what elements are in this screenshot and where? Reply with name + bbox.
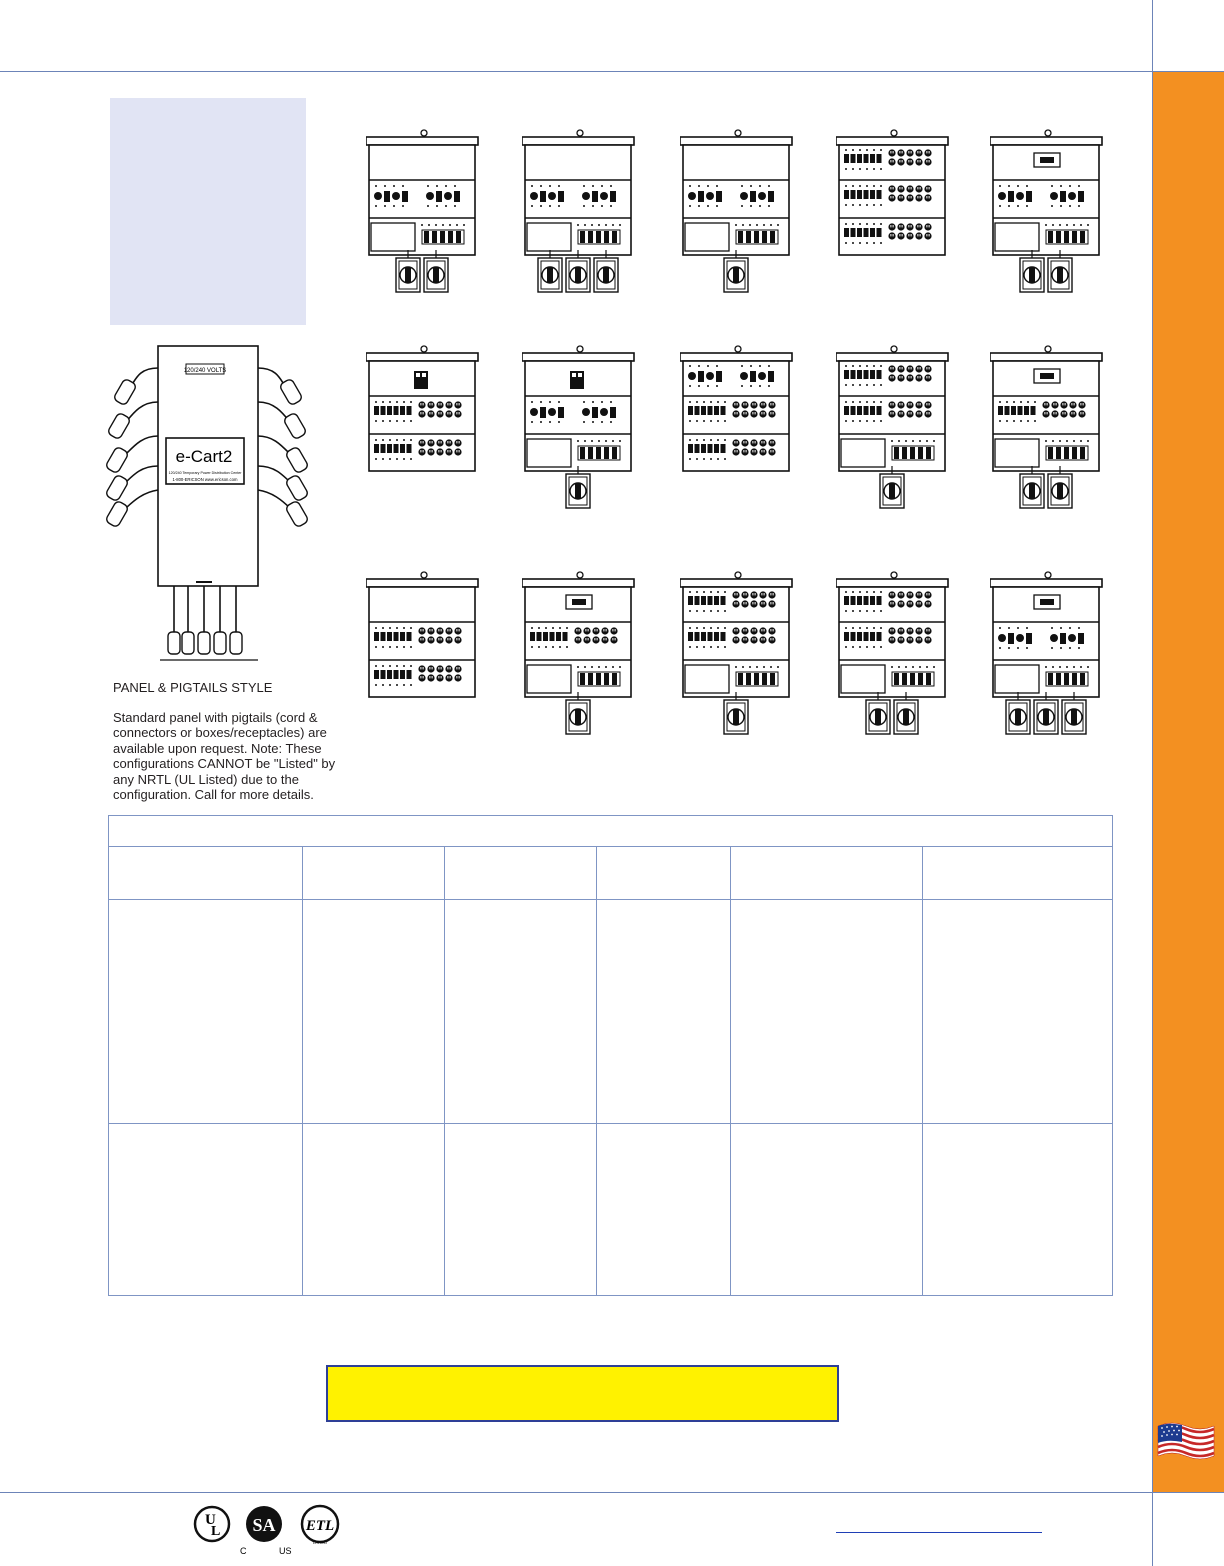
footer-rule [0,1492,1152,1493]
table-header-cell [303,847,445,900]
table-row [109,1123,1113,1295]
ecart-pigtail-drawing [100,342,320,667]
caption-title: PANEL & PIGTAILS STYLE [113,680,273,695]
panel-config-drawing [522,570,638,740]
csa-us-label: US [279,1546,292,1556]
table-cell [731,1123,923,1295]
table-cell [597,900,731,1123]
ecart-brand-label: e-Cart2 [175,447,233,466]
spec-table [108,815,1113,1296]
svg-text:U: U [205,1512,216,1528]
table-header-cell [731,847,923,900]
ul-listed-icon [195,1507,229,1541]
orange-sidebar [1153,72,1224,1492]
csa-certified-icon [240,1506,292,1556]
table-title-cell [109,816,1113,847]
csa-c-label: C [240,1546,247,1556]
table-header-cell [109,847,303,900]
caption-body: Standard panel with pigtails (cord & connectors or boxes/receptacles) are available upon request. Note: These configurations CANNOT be "Listed" by any NRTL (UL Listed) due to the configuration. Call for more details. [113,709,336,802]
svg-text:ETL: ETL [305,1518,335,1534]
panel-config-drawing [366,570,482,740]
table-cell [109,1123,303,1295]
certification-marks [192,1504,362,1560]
table-header-row [109,847,1113,900]
table-cell [303,900,445,1123]
voltage-label: 120/240 VOLTS [183,368,227,374]
panel-config-drawing [990,128,1106,298]
header-rule [0,71,1152,72]
table-row [109,900,1113,1123]
table-cell [445,1123,597,1295]
table-cell [923,1123,1113,1295]
panel-config-drawing [522,128,638,298]
info-box [110,98,306,325]
panel-config-drawing [366,128,482,298]
svg-text:SA: SA [252,1515,276,1535]
ecart-model-line: 1-800-ERICSON www.ericson.com [172,477,238,482]
panel-config-drawing [522,344,638,514]
table-cell [597,1123,731,1295]
panel-config-drawing [366,344,482,514]
sidebar-top-rule [1153,71,1224,72]
panel-config-drawing [836,128,952,298]
table-cell [303,1123,445,1295]
panel-config-drawing [836,344,952,514]
pigtails-caption [113,680,343,803]
table-header-cell [445,847,597,900]
sidebar-bottom-rule [1153,1492,1224,1493]
panel-config-drawing [836,570,952,740]
panel-config-drawing [990,344,1106,514]
table-cell [109,900,303,1123]
panel-config-drawing [680,344,796,514]
etl-listed-icon [302,1506,338,1545]
ecart-subtitle: 120/240 Temporary Power Distribution Center [168,471,242,475]
svg-text:L: L [211,1524,221,1539]
panel-config-drawing [990,570,1106,740]
panel-config-drawing [680,128,796,298]
etl-listed-label: LISTED [312,1540,328,1545]
table-cell [923,900,1113,1123]
table-title-row [109,816,1113,847]
table-header-cell [923,847,1113,900]
link-underline [836,1532,1042,1533]
table-cell [731,900,923,1123]
highlight-box [326,1365,839,1422]
table-cell [445,900,597,1123]
panel-config-drawing [680,570,796,740]
us-flag-icon [1156,1418,1216,1462]
table-header-cell [597,847,731,900]
